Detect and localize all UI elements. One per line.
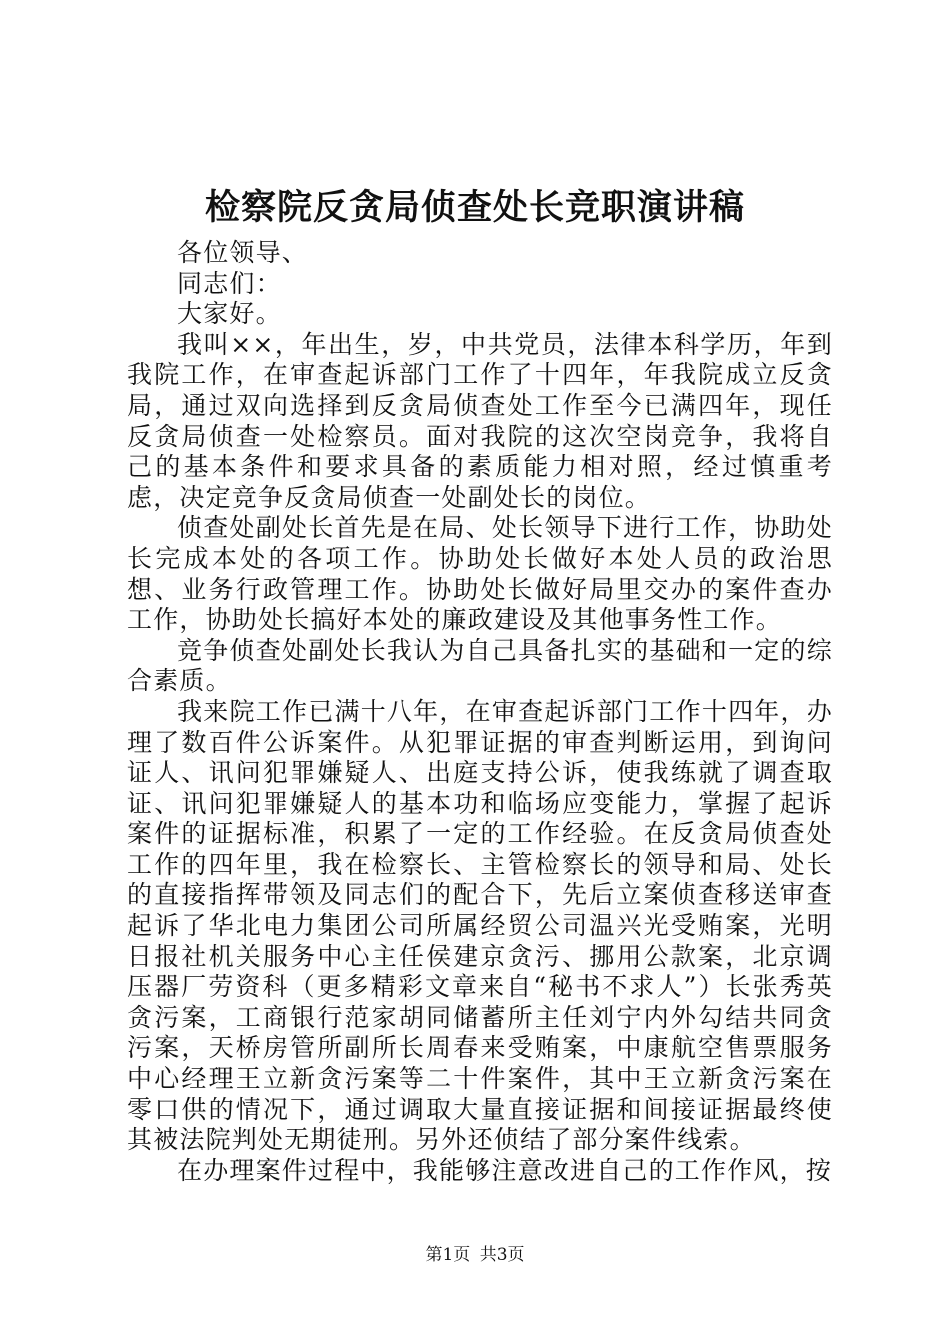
body-paragraph: 在办理案件过程中，我能够注意改进自己的工作作风，按	[177, 1155, 833, 1185]
document-title: 检察院反贪局侦查处长竞职演讲稿	[204, 187, 745, 228]
salutation-line: 同志们：	[177, 268, 282, 298]
body-paragraph: 我来院工作已满十八年，在审查起诉部门工作十四年，办理了数百件公诉案件。从犯罪证据的审查判断运用，到询问证人、讯问犯罪嫌疑人、出庭支持公诉，使我练就了调查取证、讯问犯罪嫌疑人的基本功和临场应变能力，掌握了起诉案件的证据标准，积累了一定的工作经验。在反贪局侦查处工作的四年里，我在检察长、主管检察长的领导和局、处长的直接指挥带领及同志们的配合下，先后立案侦查移送审查起诉了华北电力集团公司所属经贸公司温兴光受贿案，光明日报社机关服务中心主任侯建京贪污、挪用公款案，北京调压器厂劳资科（更多精彩文章来自“秘书不求人”）长张秀英贪污案，工商银行范家胡同储蓄所主任刘宁内外勾结共同贪污案，天桥房管所副所长周春来受贿案，中康航空售票服务中心经理王立新贪污案等二十件案件，其中王立新贪污案在零口供的情况下，通过调取大量直接证据和间接证据最终使其被法院判处无期徒刑。另外还侦结了部分案件线索。	[127, 696, 833, 1155]
document-body	[127, 238, 833, 1186]
body-paragraph: 我叫××，年出生，岁，中共党员，法律本科学历，年到我院工作，在审查起诉部门工作了十四年，年我院成立反贪局，通过双向选择到反贪局侦查处工作至今已满四年，现任反贪局侦查一处检察员。面对我院的这次空岗竞争，我将自己的基本条件和要求具备的素质能力相对照，经过慎重考虑，决定竞争反贪局侦查一处副处长的岗位。	[127, 329, 833, 512]
page-footer	[0, 1243, 950, 1267]
page-number-current: 第1页	[425, 1245, 471, 1265]
body-paragraph: 侦查处副处长首先是在局、处长领导下进行工作，协助处长完成本处的各项工作。协助处长做好本处人员的政治思想、业务行政管理工作。协助处长做好局里交办的案件查办工作，协助处长搞好本处的廉政建设及其他事务性工作。	[127, 513, 833, 635]
salutation-line: 各位领导、	[177, 238, 309, 267]
body-paragraph: 竞争侦查处副处长我认为自己具备扎实的基础和一定的综合素质。	[127, 635, 833, 696]
page-number-total: 共3页	[479, 1245, 525, 1265]
salutation-line: 大家好。	[177, 299, 282, 329]
